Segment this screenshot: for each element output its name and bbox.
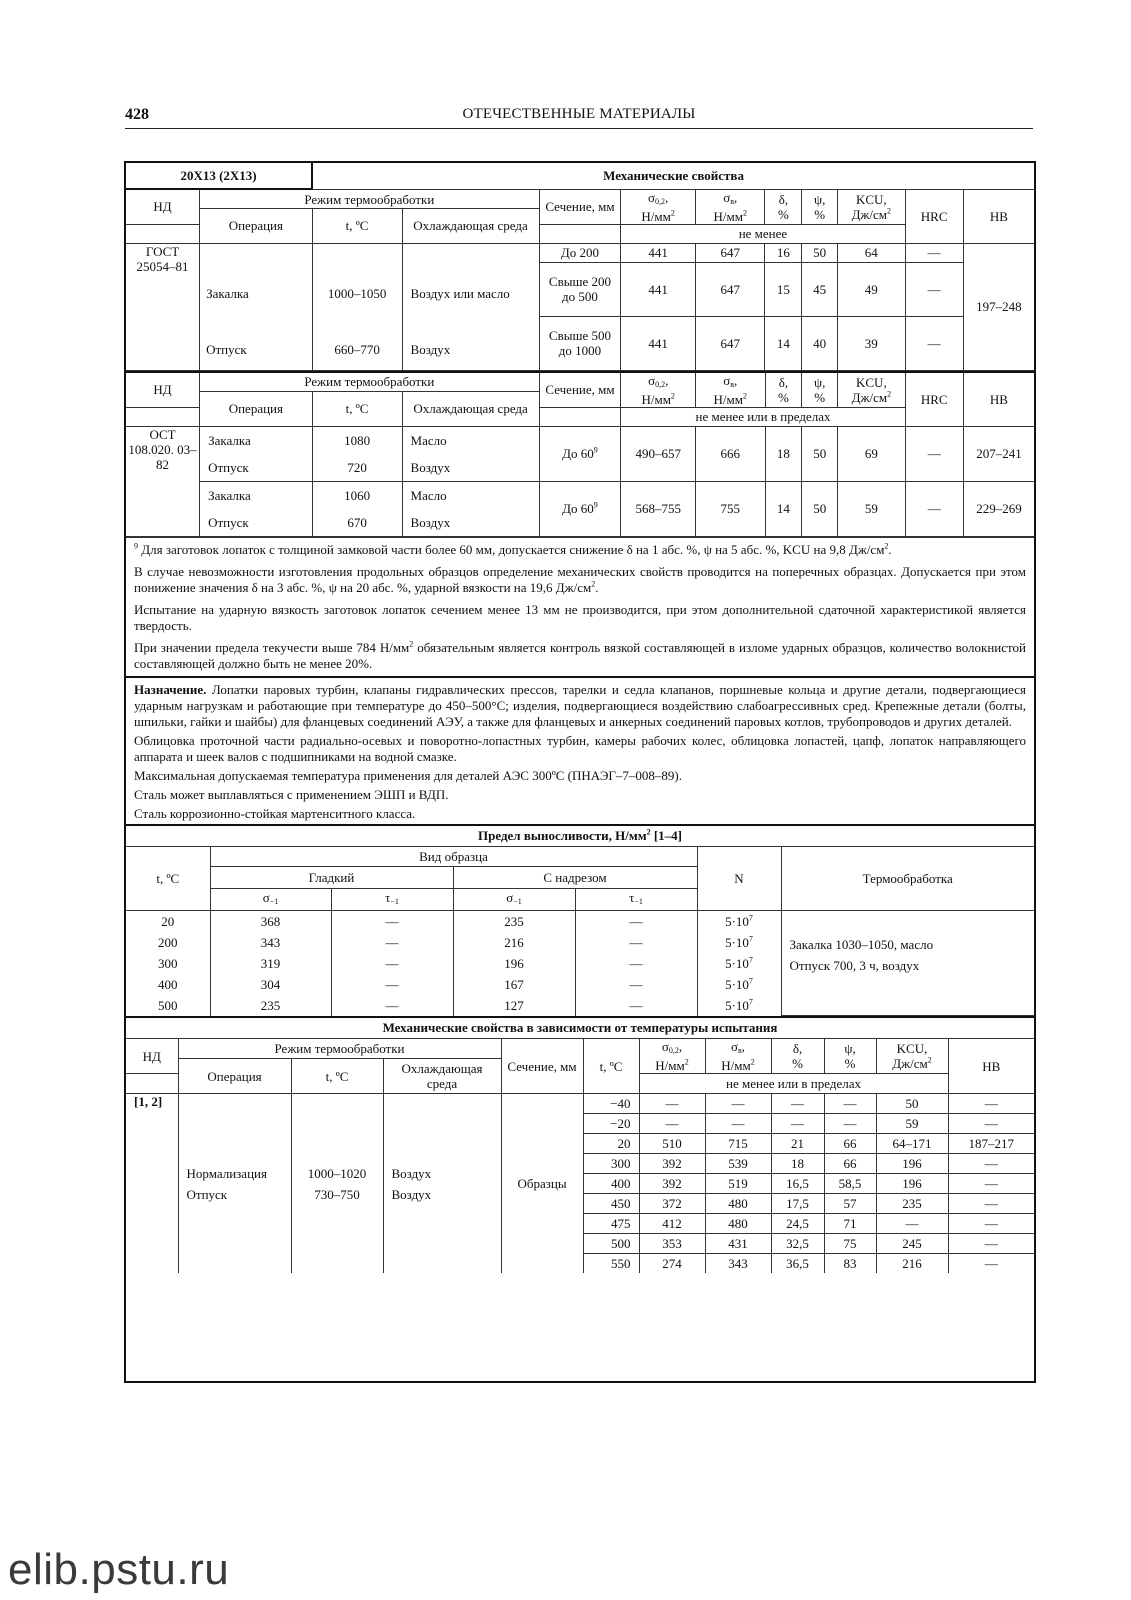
value-cell: 647	[695, 316, 765, 370]
value-cell: 69	[838, 426, 905, 481]
value-cell: 441	[621, 243, 696, 262]
value-cell: —	[948, 1094, 1034, 1114]
col-kcu: KCU, $Дж/см^2$	[876, 1039, 948, 1074]
page-header	[125, 104, 1033, 129]
fatigue-t: 400	[126, 974, 210, 995]
col-section: Сечение, мм	[539, 372, 621, 408]
fatigue-table	[126, 847, 1034, 1017]
col-n: N	[697, 847, 781, 911]
value-cell: —	[905, 243, 963, 262]
col-hrc: HRC	[905, 189, 963, 243]
value-cell: 510	[639, 1134, 705, 1154]
footnotes	[126, 537, 1034, 676]
value-cell: 431	[705, 1234, 771, 1254]
value-cell: 235	[876, 1194, 948, 1214]
operation-cell: Закалка Отпуск	[200, 426, 312, 481]
value-cell: —	[639, 1114, 705, 1134]
test-t: 500	[583, 1234, 639, 1254]
temp-title: Механические свойства в зависимости от температуры испытания	[126, 1016, 1034, 1039]
value-cell: —	[824, 1094, 876, 1114]
value-cell: —	[331, 995, 453, 1016]
value-cell: 24,5	[771, 1214, 824, 1234]
value-cell: 235	[453, 911, 575, 932]
n-cell: $5\cdot 10^7$	[697, 932, 781, 953]
col-t: t, ºC	[312, 209, 402, 244]
value-cell: 66	[824, 1134, 876, 1154]
value-cell: 647	[695, 243, 765, 262]
temp-treat-t: 1000–1020 730–750	[291, 1094, 383, 1274]
value-cell: 64–171	[876, 1134, 948, 1154]
value-cell: 59	[876, 1114, 948, 1134]
value-cell: —	[575, 953, 697, 974]
section-cell: До $60^9$	[539, 481, 621, 536]
value-cell: 59	[838, 481, 905, 536]
fatigue-t: 500	[126, 995, 210, 1016]
value-cell: 372	[639, 1194, 705, 1214]
value-cell: 519	[705, 1174, 771, 1194]
fatigue-t: 200	[126, 932, 210, 953]
value-cell: —	[948, 1114, 1034, 1134]
value-cell: 14	[765, 481, 802, 536]
value-cell: —	[331, 932, 453, 953]
mech-props-table-1	[126, 163, 1034, 371]
value-cell: 216	[876, 1254, 948, 1274]
value-cell: 480	[705, 1194, 771, 1214]
temp-operation: Нормализация Отпуск	[178, 1094, 291, 1274]
value-cell: —	[331, 911, 453, 932]
value-cell: —	[948, 1154, 1034, 1174]
test-t: 300	[583, 1154, 639, 1174]
col-t: t, ºC	[126, 847, 210, 911]
col-psi: ψ, %	[802, 372, 838, 408]
value-cell: 36,5	[771, 1254, 824, 1274]
value-cell: 50	[876, 1094, 948, 1114]
col-cooling: Охлаждающая среда	[402, 209, 539, 244]
value-cell: 83	[824, 1254, 876, 1274]
value-cell: —	[905, 426, 963, 481]
value-cell: —	[575, 932, 697, 953]
t-cell: 1000–1050 660–770	[312, 243, 402, 370]
col-sigma02: $\sigma_{0,2}$, $Н/мм^2$	[621, 372, 696, 408]
col-section: Сечение, мм	[539, 189, 621, 224]
value-cell: —	[905, 481, 963, 536]
value-cell: 343	[210, 932, 331, 953]
not-less-label: не менее	[621, 224, 905, 243]
value-cell: 127	[453, 995, 575, 1016]
col-kcu: KCU, $Дж/см^2$	[838, 372, 905, 408]
operation-cell: Закалка Отпуск	[200, 243, 312, 370]
value-cell: —	[331, 953, 453, 974]
cooling-cell: Воздух или масло Воздух	[402, 243, 539, 370]
value-cell: —	[948, 1214, 1034, 1234]
not-less-range-label: не менее или в пределах	[621, 407, 905, 426]
value-cell: —	[331, 974, 453, 995]
value-cell: 412	[639, 1214, 705, 1234]
value-cell: —	[771, 1094, 824, 1114]
page-number: 428	[125, 106, 149, 123]
col-treatment: Термообработка	[781, 847, 1034, 911]
col-tau-smooth: $\tau_{-1}$	[331, 889, 453, 911]
treatment-cell: Закалка 1030–1050, масло Отпуск 700, 3 ч, воздух	[781, 911, 1034, 1016]
fatigue-title: Предел выносливости, $Н/мм^2$ [1–4]	[126, 824, 1034, 847]
col-t-test: t, ºC	[583, 1039, 639, 1094]
cooling-cell: Масло Воздух	[402, 481, 539, 536]
value-cell: 392	[639, 1174, 705, 1194]
col-smooth: Гладкий	[210, 867, 453, 889]
value-cell: 167	[453, 974, 575, 995]
col-operation: Операция	[200, 391, 312, 426]
col-cooling: Охлаждающая среда	[402, 391, 539, 426]
value-cell: 64	[838, 243, 905, 262]
col-section: Сечение, мм	[501, 1039, 583, 1094]
fatigue-t: 20	[126, 911, 210, 932]
t-cell: 1080 720	[312, 426, 402, 481]
col-sigma-smooth: $\sigma_{-1}$	[210, 889, 331, 911]
col-regime: Режим термообработки	[200, 189, 539, 209]
col-delta: δ, %	[771, 1039, 824, 1074]
temp-section: Образцы	[501, 1094, 583, 1274]
value-cell: 235	[210, 995, 331, 1016]
section-3: Свыше 500 до 1000	[539, 316, 621, 370]
test-t: −20	[583, 1114, 639, 1134]
watermark: elib.pstu.ru	[8, 1545, 230, 1594]
test-t: 20	[583, 1134, 639, 1154]
value-cell: 50	[802, 243, 838, 262]
grade-title: 20Х13 (2Х13)	[126, 163, 312, 189]
test-t: 475	[583, 1214, 639, 1234]
value-cell: 66	[824, 1154, 876, 1174]
value-cell: —	[905, 316, 963, 370]
value-cell: 196	[876, 1154, 948, 1174]
value-cell: 647	[695, 262, 765, 316]
value-cell: 207–241	[963, 426, 1034, 481]
temp-table	[126, 1039, 1034, 1273]
value-cell: 16	[765, 243, 802, 262]
value-cell: 304	[210, 974, 331, 995]
value-cell: 57	[824, 1194, 876, 1214]
col-notched: С надрезом	[453, 867, 697, 889]
value-cell: 16,5	[771, 1174, 824, 1194]
value-cell: 368	[210, 911, 331, 932]
value-cell: —	[575, 995, 697, 1016]
value-cell: 666	[696, 426, 766, 481]
test-t: 400	[583, 1174, 639, 1194]
value-cell: 32,5	[771, 1234, 824, 1254]
value-cell: 17,5	[771, 1194, 824, 1214]
value-cell: 480	[705, 1214, 771, 1234]
value-cell: 490–657	[621, 426, 696, 481]
col-delta: δ, %	[765, 189, 802, 224]
value-cell: 58,5	[824, 1174, 876, 1194]
cooling-cell: Масло Воздух	[402, 426, 539, 481]
hb-range: 197–248	[963, 243, 1034, 370]
col-operation: Операция	[178, 1059, 291, 1094]
value-cell: 196	[453, 953, 575, 974]
note-transverse: В случае невозможности изготовления продольных образцов определение механических свойств проводится на поперечных образцах. Допускается при этом понижение значения δ на 3 абс. %, ψ на 20 абс. %, ударной вязкости на 19,6 $Дж/см^2$.	[134, 563, 1026, 595]
col-psi: ψ, %	[802, 189, 838, 224]
col-hrc: HRC	[905, 372, 963, 427]
col-delta: δ, %	[765, 372, 802, 408]
test-t: 450	[583, 1194, 639, 1214]
n-cell: $5\cdot 10^7$	[697, 953, 781, 974]
value-cell: 40	[802, 316, 838, 370]
col-operation: Операция	[200, 209, 312, 244]
col-hb: НВ	[963, 189, 1034, 243]
value-cell: 539	[705, 1154, 771, 1174]
col-sigmab: $\sigma_в$, $Н/мм^2$	[705, 1039, 771, 1074]
col-kcu: KCU, $Дж/см^2$	[838, 189, 905, 224]
value-cell: 71	[824, 1214, 876, 1234]
nd-ost: ОСТ 108.020. 03–82	[126, 426, 200, 536]
col-sigmab: $\sigma_в$, $Н/мм^2$	[695, 189, 765, 224]
value-cell: 15	[765, 262, 802, 316]
col-sigma02: $\sigma_{0,2}$, $Н/мм^2$	[639, 1039, 705, 1074]
value-cell: —	[771, 1114, 824, 1134]
fatigue-t: 300	[126, 953, 210, 974]
mech-title: Механические свойства	[312, 163, 1034, 189]
not-less-range-label: не менее или в пределах	[639, 1074, 948, 1094]
col-tau-notched: $\tau_{-1}$	[575, 889, 697, 911]
value-cell: 196	[876, 1174, 948, 1194]
col-hb: НВ	[963, 372, 1034, 427]
col-cooling: Охлаждающая среда	[383, 1059, 501, 1094]
col-sigma-notched: $\sigma_{-1}$	[453, 889, 575, 911]
value-cell: —	[705, 1094, 771, 1114]
value-cell: 216	[453, 932, 575, 953]
col-regime: Режим термообработки	[200, 372, 539, 392]
value-cell: —	[948, 1234, 1034, 1254]
value-cell: 343	[705, 1254, 771, 1274]
section-2: Свыше 200 до 500	[539, 262, 621, 316]
temp-nd: [1, 2]	[126, 1094, 178, 1274]
note-impact: Испытание на ударную вязкость заготовок лопаток сечением менее 13 мм не производится, при этом дополнительной сдаточной характеристикой является твердость.	[134, 601, 1026, 633]
value-cell: —	[876, 1214, 948, 1234]
value-cell: —	[948, 1254, 1034, 1274]
t-cell: 1060 670	[312, 481, 402, 536]
value-cell: 392	[639, 1154, 705, 1174]
value-cell: 755	[696, 481, 766, 536]
n-cell: $5\cdot 10^7$	[697, 974, 781, 995]
temp-cooling: Воздух Воздух	[383, 1094, 501, 1274]
value-cell: 319	[210, 953, 331, 974]
value-cell: 441	[621, 316, 696, 370]
col-nd: НД	[126, 1039, 178, 1074]
value-cell: —	[905, 262, 963, 316]
value-cell: 274	[639, 1254, 705, 1274]
col-kind: Вид образца	[210, 847, 697, 867]
col-psi: ψ, %	[824, 1039, 876, 1074]
value-cell: 50	[802, 426, 838, 481]
value-cell: —	[639, 1094, 705, 1114]
value-cell: 245	[876, 1234, 948, 1254]
value-cell: 18	[765, 426, 802, 481]
steel-datasheet	[124, 161, 1036, 1383]
mech-props-table-2	[126, 371, 1034, 537]
value-cell: 353	[639, 1234, 705, 1254]
value-cell: —	[705, 1114, 771, 1134]
value-cell: —	[575, 911, 697, 932]
value-cell: 49	[838, 262, 905, 316]
value-cell: 14	[765, 316, 802, 370]
value-cell: 187–217	[948, 1134, 1034, 1154]
section-cell: До $60^9$	[539, 426, 621, 481]
col-sigma02: $\sigma_{0,2}$, $Н/мм^2$	[621, 189, 696, 224]
purpose-section: Назначение. Лопатки паровых турбин, клапаны гидравлических прессов, тарелки и седла клапанов, поршневые кольца и другие детали, подвергающиеся ударным нагрузкам и работающие при температуре до 450–500°С; изделия, подвергающиеся воздействию слабоагрессивных сред. Крепежные детали (болты, шпильки, гайки и шайбы) для фланцевых соединений АЭУ, а также для фланцевых и анкерных соединений паровых котлов, трубопроводов и других деталей. Облицовка проточной части радиально-осевых и поворотно-лопастных турбин, камеры рабочих колес, облицовка лопастей, цапф, лопаток направляющего аппарата и шеек валов с подшипниками на водной смазке. Максимальная допускаемая температура применения для деталей АЭС 300ºС (ПНАЭГ–7–008–89). Сталь может выплавляться с применением ЭШП и ВДП. Сталь коррозионно-стойкая мартенситного класса.	[126, 676, 1034, 824]
value-cell: 75	[824, 1234, 876, 1254]
col-regime: Режим термообработки	[178, 1039, 501, 1059]
value-cell: 39	[838, 316, 905, 370]
value-cell: 715	[705, 1134, 771, 1154]
value-cell: 50	[802, 481, 838, 536]
value-cell: —	[948, 1174, 1034, 1194]
value-cell: —	[824, 1114, 876, 1134]
section-1: До 200	[539, 243, 621, 262]
col-t: t, ºC	[291, 1059, 383, 1094]
col-sigmab: $\sigma_в$, $Н/мм^2$	[696, 372, 766, 408]
value-cell: 21	[771, 1134, 824, 1154]
operation-cell: Закалка Отпуск	[200, 481, 312, 536]
value-cell: 441	[621, 262, 696, 316]
n-cell: $5\cdot 10^7$	[697, 911, 781, 932]
value-cell: 18	[771, 1154, 824, 1174]
value-cell: —	[948, 1194, 1034, 1214]
value-cell: —	[575, 974, 697, 995]
nd-gost: ГОСТ 25054–81	[126, 243, 200, 370]
col-nd: НД	[126, 189, 200, 224]
footnote-9: $^9$ Для заготовок лопаток с толщиной замковой части более 60 мм, допускается снижение δ на 1 абс. %, ψ на 5 абс. %, KCU на 9,8 $Дж/см^2$.	[134, 541, 892, 557]
value-cell: 568–755	[621, 481, 696, 536]
test-t: −40	[583, 1094, 639, 1114]
col-t: t, ºC	[312, 391, 402, 426]
value-cell: 229–269	[963, 481, 1034, 536]
col-nd: НД	[126, 372, 200, 408]
n-cell: $5\cdot 10^7$	[697, 995, 781, 1016]
running-title: ОТЕЧЕСТВЕННЫЕ МАТЕРИАЛЫ	[462, 106, 696, 122]
test-t: 550	[583, 1254, 639, 1274]
value-cell: 45	[802, 262, 838, 316]
note-yield: При значении предела текучести выше 784 $Н/мм^2$ обязательным является контроль вязкой составляющей в изломе ударных образцов, количество волокнистой составляющей должно быть не менее 20%.	[134, 639, 1026, 671]
col-hb: НВ	[948, 1039, 1034, 1094]
